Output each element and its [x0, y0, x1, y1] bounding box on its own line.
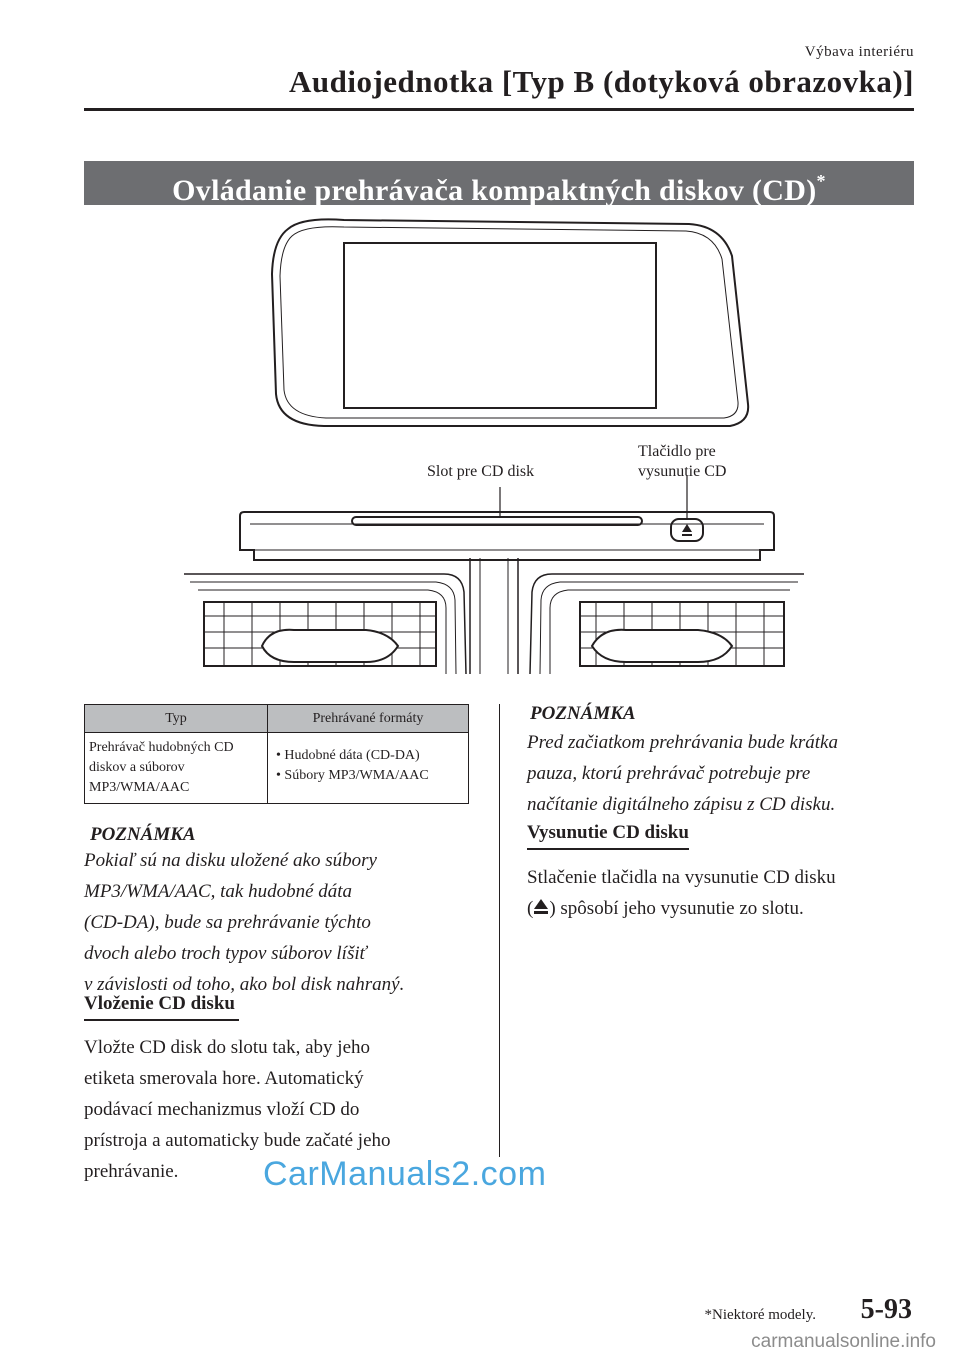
note-heading-left: POZNÁMKA	[90, 824, 196, 845]
subheading-eject: Vysunutie CD disku	[527, 822, 689, 850]
cd-player-illustration	[184, 214, 804, 676]
footnote: *Niektoré modely.	[704, 1307, 816, 1323]
table-cell-type	[85, 733, 268, 804]
page-number: 5-93	[860, 1294, 912, 1325]
note-line: načítanie digitálneho zápisu z CD disku.	[527, 794, 836, 815]
bullet-icon: •	[276, 748, 285, 763]
body-line	[527, 893, 836, 924]
note-line: Pokiaľ sú na disku uložené ako súbory	[84, 850, 377, 871]
body-line: podávací mechanizmus vloží CD do	[84, 1099, 360, 1120]
section-label: Výbava interiéru	[804, 44, 914, 60]
note-text-right	[527, 727, 838, 820]
callout-cd-slot: Slot pre CD disk	[427, 463, 535, 480]
table-row	[85, 733, 469, 804]
body-line: Vložte CD disk do slotu tak, aby jeho	[84, 1037, 371, 1058]
type-line: Prehrávač hudobných CD	[89, 740, 234, 755]
body-line: prístroja a automaticky bude začaté jeho	[84, 1130, 391, 1151]
paren: (	[527, 898, 534, 919]
table-header-row	[85, 705, 469, 733]
section-banner	[84, 161, 914, 205]
body-line: etiketa smerovala hore. Automatický	[84, 1068, 364, 1089]
type-line: diskov a súborov	[89, 760, 185, 775]
format-text: Hudobné dáta (CD-DA)	[284, 748, 420, 763]
page-title: Audiojednotka [Typ B (dotyková obrazovka)]	[288, 64, 914, 99]
formats-table	[84, 704, 469, 804]
body-line: Stlačenie tlačidla na vysunutie CD disku	[527, 867, 836, 888]
note-line: v závislosti od toho, ako bol disk nahraný.	[84, 974, 405, 995]
body-text-eject	[527, 862, 836, 924]
format-text: Súbory MP3/WMA/AAC	[284, 768, 429, 783]
source-watermark: carmanualsonline.info	[751, 1331, 936, 1352]
note-text-left	[84, 845, 404, 1000]
eject-icon	[533, 898, 549, 916]
header-rule	[84, 108, 914, 111]
touchscreen	[344, 243, 656, 408]
type-line: MP3/WMA/AAC	[89, 780, 190, 795]
callout-eject-line2: vysunutie CD	[638, 463, 727, 480]
watermark: CarManuals2.com	[263, 1155, 547, 1193]
subheading-insert: Vloženie CD disku	[84, 993, 239, 1021]
note-line: pauza, ktorú prehrávač potrebuje pre	[527, 763, 811, 784]
section-banner-title: Ovládanie prehrávača kompaktných diskov (CD)	[172, 174, 817, 207]
table-header-type: Typ	[85, 705, 268, 733]
note-line: MP3/WMA/AAC, tak hudobné dáta	[84, 881, 353, 902]
bullet-icon: •	[276, 768, 285, 783]
note-heading-right: POZNÁMKA	[530, 703, 636, 724]
body-line-rest: ) spôsobí jeho vysunutie zo slotu.	[549, 898, 804, 919]
note-line: (CD-DA), bude sa prehrávanie týchto	[84, 912, 371, 933]
note-line: Pred začiatkom prehrávania bude krátka	[527, 732, 838, 753]
format-item	[276, 746, 464, 766]
table-cell-formats	[268, 733, 469, 804]
callout-eject-line1: Tlačidlo pre	[638, 443, 716, 460]
note-line: dvoch alebo troch typov súborov líšiť	[84, 943, 367, 964]
column-divider	[499, 704, 500, 1157]
footnote-marker: *	[816, 171, 826, 191]
body-line: prehrávanie.	[84, 1161, 179, 1182]
format-item	[276, 766, 464, 786]
table-header-formats: Prehrávané formáty	[268, 705, 469, 733]
